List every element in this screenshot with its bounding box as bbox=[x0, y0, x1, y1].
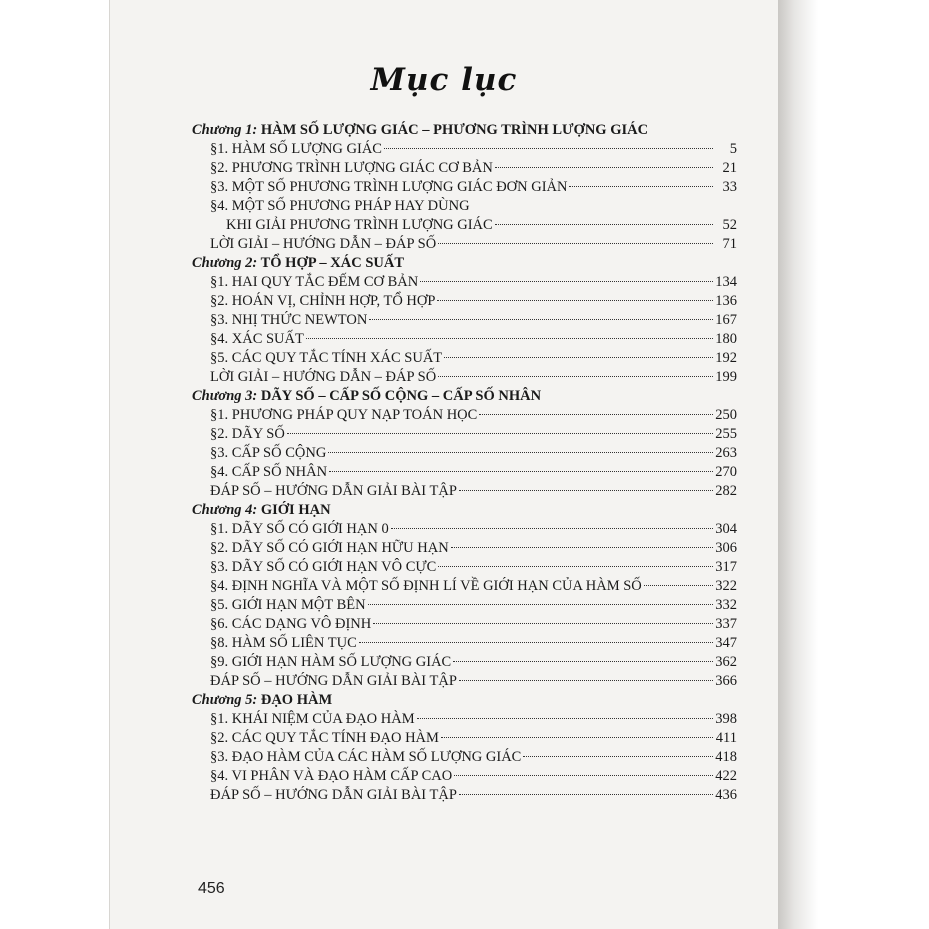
toc-entry-page: 192 bbox=[715, 350, 737, 366]
toc-entry-page: 398 bbox=[715, 711, 737, 727]
toc-entry[interactable] bbox=[192, 425, 737, 444]
toc-entry-label: §2. CÁC QUY TẮC TÍNH ĐẠO HÀM bbox=[210, 730, 439, 746]
toc-entry-label: ĐÁP SỐ – HƯỚNG DẪN GIẢI BÀI TẬP bbox=[210, 483, 457, 499]
toc-entry-label: §1. PHƯƠNG PHÁP QUY NẠP TOÁN HỌC bbox=[210, 407, 478, 423]
toc-entry[interactable] bbox=[192, 349, 737, 368]
dot-leader bbox=[359, 642, 713, 643]
dot-leader bbox=[451, 547, 713, 548]
dot-leader bbox=[459, 680, 713, 681]
dot-leader bbox=[644, 585, 713, 586]
toc-entry-page: 167 bbox=[715, 312, 737, 328]
toc-entry-page: 134 bbox=[715, 274, 737, 290]
dot-leader bbox=[368, 604, 713, 605]
dot-leader bbox=[384, 148, 713, 149]
toc-entry[interactable] bbox=[192, 748, 737, 767]
page-edge-shadow bbox=[778, 0, 818, 929]
toc-entry-label: LỜI GIẢI – HƯỚNG DẪN – ĐÁP SỐ bbox=[210, 236, 437, 252]
toc-entry[interactable] bbox=[192, 577, 737, 596]
chapter-number: Chương 1: bbox=[192, 122, 258, 138]
toc-entry-label: §2. DÃY SỐ CÓ GIỚI HẠN HỮU HẠN bbox=[210, 540, 449, 556]
dot-leader bbox=[369, 319, 713, 320]
dot-leader bbox=[569, 186, 713, 187]
chapter-number: Chương 4: bbox=[192, 502, 258, 518]
dot-leader bbox=[441, 737, 713, 738]
toc-entry[interactable] bbox=[192, 634, 737, 653]
toc-entry-label: §1. HAI QUY TẮC ĐẾM CƠ BẢN bbox=[210, 274, 419, 290]
chapter-name: TỔ HỢP – XÁC SUẤT bbox=[260, 255, 405, 271]
toc-entry-page: 255 bbox=[715, 426, 737, 442]
dot-leader bbox=[329, 471, 713, 472]
toc-entry-label: §2. HOÁN VỊ, CHỈNH HỢP, TỔ HỢP bbox=[210, 293, 436, 309]
toc-entry-page: 366 bbox=[715, 673, 737, 689]
dot-leader bbox=[479, 414, 713, 415]
dot-leader bbox=[459, 490, 713, 491]
toc-entry-label: §4. VI PHÂN VÀ ĐẠO HÀM CẤP CAO bbox=[210, 768, 453, 784]
chapter-name: ĐẠO HÀM bbox=[260, 692, 333, 708]
dot-leader bbox=[438, 566, 713, 567]
toc-entry-label: LỜI GIẢI – HƯỚNG DẪN – ĐÁP SỐ bbox=[210, 369, 437, 385]
toc-entry[interactable] bbox=[192, 330, 737, 349]
toc-entry[interactable] bbox=[192, 292, 737, 311]
toc-entry[interactable] bbox=[192, 767, 737, 786]
toc-entry-label: §5. GIỚI HẠN MỘT BÊN bbox=[210, 597, 366, 613]
toc-entry[interactable] bbox=[192, 368, 737, 387]
toc-entry-label: ĐÁP SỐ – HƯỚNG DẪN GIẢI BÀI TẬP bbox=[210, 787, 457, 803]
toc-entry-page: 306 bbox=[715, 540, 737, 556]
toc-entry-page: 250 bbox=[715, 407, 737, 423]
toc-entry-label: §4. XÁC SUẤT bbox=[210, 331, 304, 347]
toc-entry[interactable] bbox=[192, 159, 737, 178]
toc-entry-label: §6. CÁC DẠNG VÔ ĐỊNH bbox=[210, 616, 372, 632]
toc-entry[interactable] bbox=[192, 197, 737, 216]
toc-entry-label: §3. NHỊ THỨC NEWTON bbox=[210, 312, 368, 328]
page-number: 456 bbox=[198, 880, 225, 897]
toc-entry[interactable] bbox=[192, 539, 737, 558]
toc-entry-page: 347 bbox=[715, 635, 737, 651]
toc-entry[interactable] bbox=[192, 653, 737, 672]
chapter-heading bbox=[192, 254, 737, 273]
toc-entry-label: §2. PHƯƠNG TRÌNH LƯỢNG GIÁC CƠ BẢN bbox=[210, 160, 493, 176]
toc-entry[interactable] bbox=[192, 140, 737, 159]
toc-entry-label: §4. ĐỊNH NGHĨA VÀ MỘT SỐ ĐỊNH LÍ VỀ GIỚI HẠN CỦA HÀM SỐ bbox=[210, 578, 642, 594]
chapter-heading bbox=[192, 121, 737, 140]
toc-entry-label: §4. CẤP SỐ NHÂN bbox=[210, 464, 328, 480]
toc-entry[interactable] bbox=[192, 178, 737, 197]
toc-entry-label: §1. DÃY SỐ CÓ GIỚI HẠN 0 bbox=[210, 521, 389, 537]
chapter-heading bbox=[192, 387, 737, 406]
dot-leader bbox=[523, 756, 713, 757]
toc-entry-page: 199 bbox=[715, 369, 737, 385]
toc-entry[interactable] bbox=[192, 406, 737, 425]
toc-entry-page: 71 bbox=[722, 236, 737, 252]
toc-entry-page: 5 bbox=[729, 141, 737, 157]
toc-entry-label: §3. DÃY SỐ CÓ GIỚI HẠN VÔ CỰC bbox=[210, 559, 437, 575]
table-of-contents bbox=[192, 121, 737, 805]
dot-leader bbox=[454, 775, 713, 776]
toc-entry[interactable] bbox=[192, 558, 737, 577]
toc-entry-page: 418 bbox=[715, 749, 737, 765]
toc-entry[interactable] bbox=[192, 596, 737, 615]
chapter-name: HÀM SỐ LƯỢNG GIÁC – PHƯƠNG TRÌNH LƯỢNG GIÁC bbox=[260, 122, 649, 138]
toc-entry-page: 337 bbox=[715, 616, 737, 632]
book-page bbox=[110, 0, 778, 929]
dot-leader bbox=[437, 300, 713, 301]
toc-entry-label: §3. MỘT SỐ PHƯƠNG TRÌNH LƯỢNG GIÁC ĐƠN GIẢN bbox=[210, 179, 568, 195]
chapter-number: Chương 2: bbox=[192, 255, 258, 271]
chapter-name: DÃY SỐ – CẤP SỐ CỘNG – CẤP SỐ NHÂN bbox=[260, 388, 542, 404]
toc-entry-page: 322 bbox=[715, 578, 737, 594]
toc-entry-label: §2. DÃY SỐ bbox=[210, 426, 285, 442]
chapter-number: Chương 5: bbox=[192, 692, 258, 708]
toc-entry[interactable] bbox=[192, 463, 737, 482]
toc-entry-page: 317 bbox=[715, 559, 737, 575]
dot-leader bbox=[287, 433, 713, 434]
chapter-number: Chương 3: bbox=[192, 388, 258, 404]
toc-entry-page: 332 bbox=[715, 597, 737, 613]
toc-entry-page: 422 bbox=[715, 768, 737, 784]
dot-leader bbox=[453, 661, 713, 662]
toc-entry[interactable] bbox=[192, 311, 737, 330]
dot-leader bbox=[306, 338, 713, 339]
toc-entry[interactable] bbox=[192, 216, 737, 235]
dot-leader bbox=[438, 243, 713, 244]
toc-entry-label: §9. GIỚI HẠN HÀM SỐ LƯỢNG GIÁC bbox=[210, 654, 452, 670]
toc-entry[interactable] bbox=[192, 710, 737, 729]
toc-entry-page: 282 bbox=[715, 483, 737, 499]
toc-entry-page: 270 bbox=[715, 464, 737, 480]
dot-leader bbox=[328, 452, 713, 453]
toc-entry[interactable] bbox=[192, 444, 737, 463]
toc-title: Mục lục bbox=[370, 62, 518, 98]
toc-entry-page: 21 bbox=[722, 160, 737, 176]
toc-entry-label: §3. ĐẠO HÀM CỦA CÁC HÀM SỐ LƯỢNG GIÁC bbox=[210, 749, 522, 765]
toc-entry-page: 436 bbox=[715, 787, 737, 803]
dot-leader bbox=[391, 528, 713, 529]
toc-entry-label: §5. CÁC QUY TẮC TÍNH XÁC SUẤT bbox=[210, 350, 443, 366]
toc-entry-page: 304 bbox=[715, 521, 737, 537]
toc-entry-page: 33 bbox=[722, 179, 737, 195]
toc-entry[interactable] bbox=[192, 729, 737, 748]
dot-leader bbox=[459, 794, 713, 795]
dot-leader bbox=[495, 224, 713, 225]
chapter-heading bbox=[192, 501, 737, 520]
toc-entry-label: §1. KHÁI NIỆM CỦA ĐẠO HÀM bbox=[210, 711, 415, 727]
toc-entry-page: 411 bbox=[715, 730, 737, 746]
dot-leader bbox=[438, 376, 713, 377]
dot-leader bbox=[444, 357, 713, 358]
toc-entry[interactable] bbox=[192, 520, 737, 539]
dot-leader bbox=[495, 167, 713, 168]
toc-entry-label: §4. MỘT SỐ PHƯƠNG PHÁP HAY DÙNG bbox=[210, 198, 470, 214]
toc-entry-label: §3. CẤP SỐ CỘNG bbox=[210, 445, 327, 461]
toc-entry-label: §8. HÀM SỐ LIÊN TỤC bbox=[210, 635, 357, 651]
toc-entry-label: ĐÁP SỐ – HƯỚNG DẪN GIẢI BÀI TẬP bbox=[210, 673, 457, 689]
toc-entry[interactable] bbox=[192, 273, 737, 292]
dot-leader bbox=[420, 281, 713, 282]
chapter-name: GIỚI HẠN bbox=[260, 502, 331, 518]
toc-entry-page: 362 bbox=[715, 654, 737, 670]
toc-entry-label: KHI GIẢI PHƯƠNG TRÌNH LƯỢNG GIÁC bbox=[226, 217, 493, 233]
toc-entry[interactable] bbox=[192, 235, 737, 254]
toc-entry-page: 52 bbox=[722, 217, 737, 233]
toc-entry[interactable] bbox=[192, 482, 737, 501]
toc-entry-page: 180 bbox=[715, 331, 737, 347]
toc-entry[interactable] bbox=[192, 672, 737, 691]
toc-entry[interactable] bbox=[192, 615, 737, 634]
toc-entry-label: §1. HÀM SỐ LƯỢNG GIÁC bbox=[210, 141, 382, 157]
dot-leader bbox=[373, 623, 713, 624]
dot-leader bbox=[417, 718, 713, 719]
chapter-heading bbox=[192, 691, 737, 710]
toc-entry-page: 136 bbox=[715, 293, 737, 309]
toc-entry[interactable] bbox=[192, 786, 737, 805]
toc-entry-page: 263 bbox=[715, 445, 737, 461]
